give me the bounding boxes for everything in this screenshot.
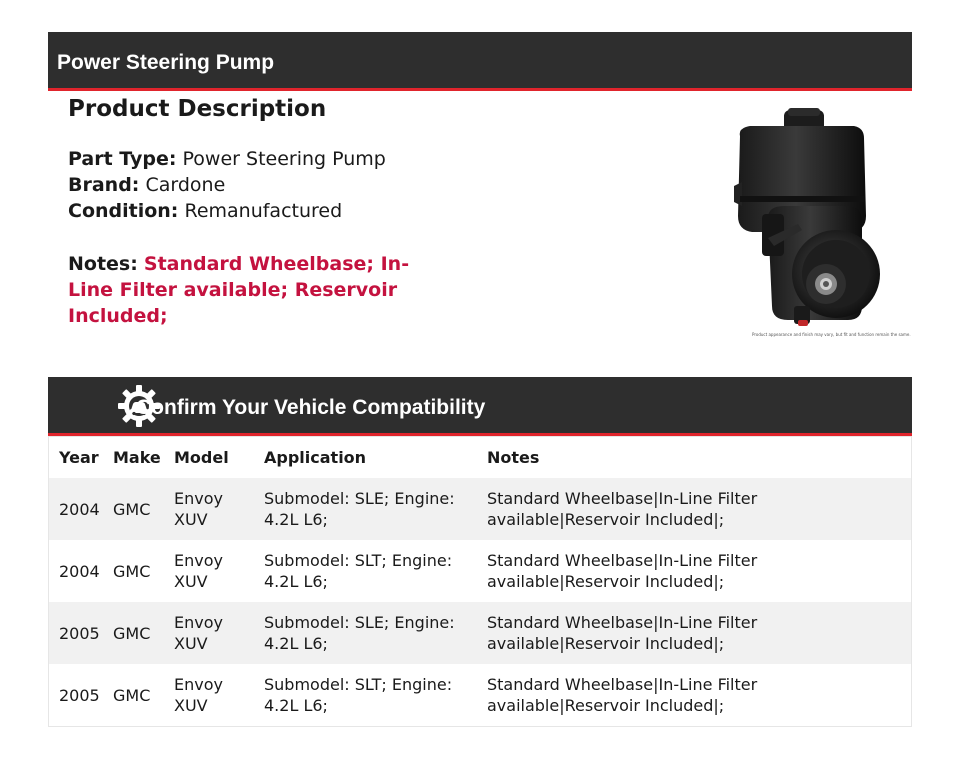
header-notes: Notes (487, 448, 540, 467)
table-row (49, 664, 912, 727)
product-description (68, 96, 688, 329)
spec-condition (68, 198, 688, 224)
cell-model: Envoy XUV (164, 478, 254, 540)
product-title-banner (48, 32, 912, 91)
cell-application: Submodel: SLE; Engine: 4.2L L6; (254, 602, 477, 664)
table-header-row (49, 437, 912, 479)
cell-make: GMC (103, 664, 164, 727)
header-model: Model (174, 448, 229, 467)
cell-year: 2005 (49, 664, 104, 727)
cell-model: Envoy XUV (164, 540, 254, 602)
brand-label: Brand: (68, 174, 140, 196)
condition-label: Condition: (68, 200, 179, 222)
cell-make: GMC (103, 540, 164, 602)
condition-value: Remanufactured (184, 200, 343, 222)
product-title: Power Steering Pump (57, 51, 275, 74)
table-row (49, 478, 912, 540)
header-year: Year (59, 448, 99, 467)
brand-value: Cardone (145, 174, 226, 196)
compatibility-banner (48, 377, 912, 436)
cell-application: Submodel: SLE; Engine: 4.2L L6; (254, 478, 477, 540)
table-row (49, 540, 912, 602)
notes-label: Notes: (68, 253, 138, 275)
cell-notes: Standard Wheelbase|In-Line Filter available|Reservoir Included|; (477, 540, 912, 602)
product-notes (68, 251, 428, 329)
image-caption: Product appearance and finish may vary, but fit and function remain the same. (752, 332, 911, 337)
header-application: Application (264, 448, 367, 467)
header-make: Make (113, 448, 161, 467)
cell-notes: Standard Wheelbase|In-Line Filter available|Reservoir Included|; (477, 602, 912, 664)
compatibility-title: Confirm Your Vehicle Compatibility (136, 396, 486, 419)
cell-notes: Standard Wheelbase|In-Line Filter available|Reservoir Included|; (477, 664, 912, 727)
description-heading: Product Description (68, 96, 327, 122)
notes-value: Standard Wheelbase; In-Line Filter available; Reservoir Included; (68, 253, 410, 327)
cell-year: 2004 (49, 478, 104, 540)
table-row (49, 602, 912, 664)
spec-part-type (68, 146, 688, 172)
cell-make: GMC (103, 478, 164, 540)
cell-year: 2004 (49, 540, 104, 602)
cell-model: Envoy XUV (164, 664, 254, 727)
cell-model: Envoy XUV (164, 602, 254, 664)
cell-make: GMC (103, 602, 164, 664)
cell-application: Submodel: SLT; Engine: 4.2L L6; (254, 664, 477, 727)
compatibility-table (48, 436, 912, 727)
spec-brand (68, 172, 688, 198)
spec-list (68, 146, 688, 224)
cell-application: Submodel: SLT; Engine: 4.2L L6; (254, 540, 477, 602)
cell-year: 2005 (49, 602, 104, 664)
power-steering-pump-image (728, 106, 908, 338)
part-type-label: Part Type: (68, 148, 177, 170)
part-type-value: Power Steering Pump (182, 148, 386, 170)
cell-notes: Standard Wheelbase|In-Line Filter available|Reservoir Included|; (477, 478, 912, 540)
